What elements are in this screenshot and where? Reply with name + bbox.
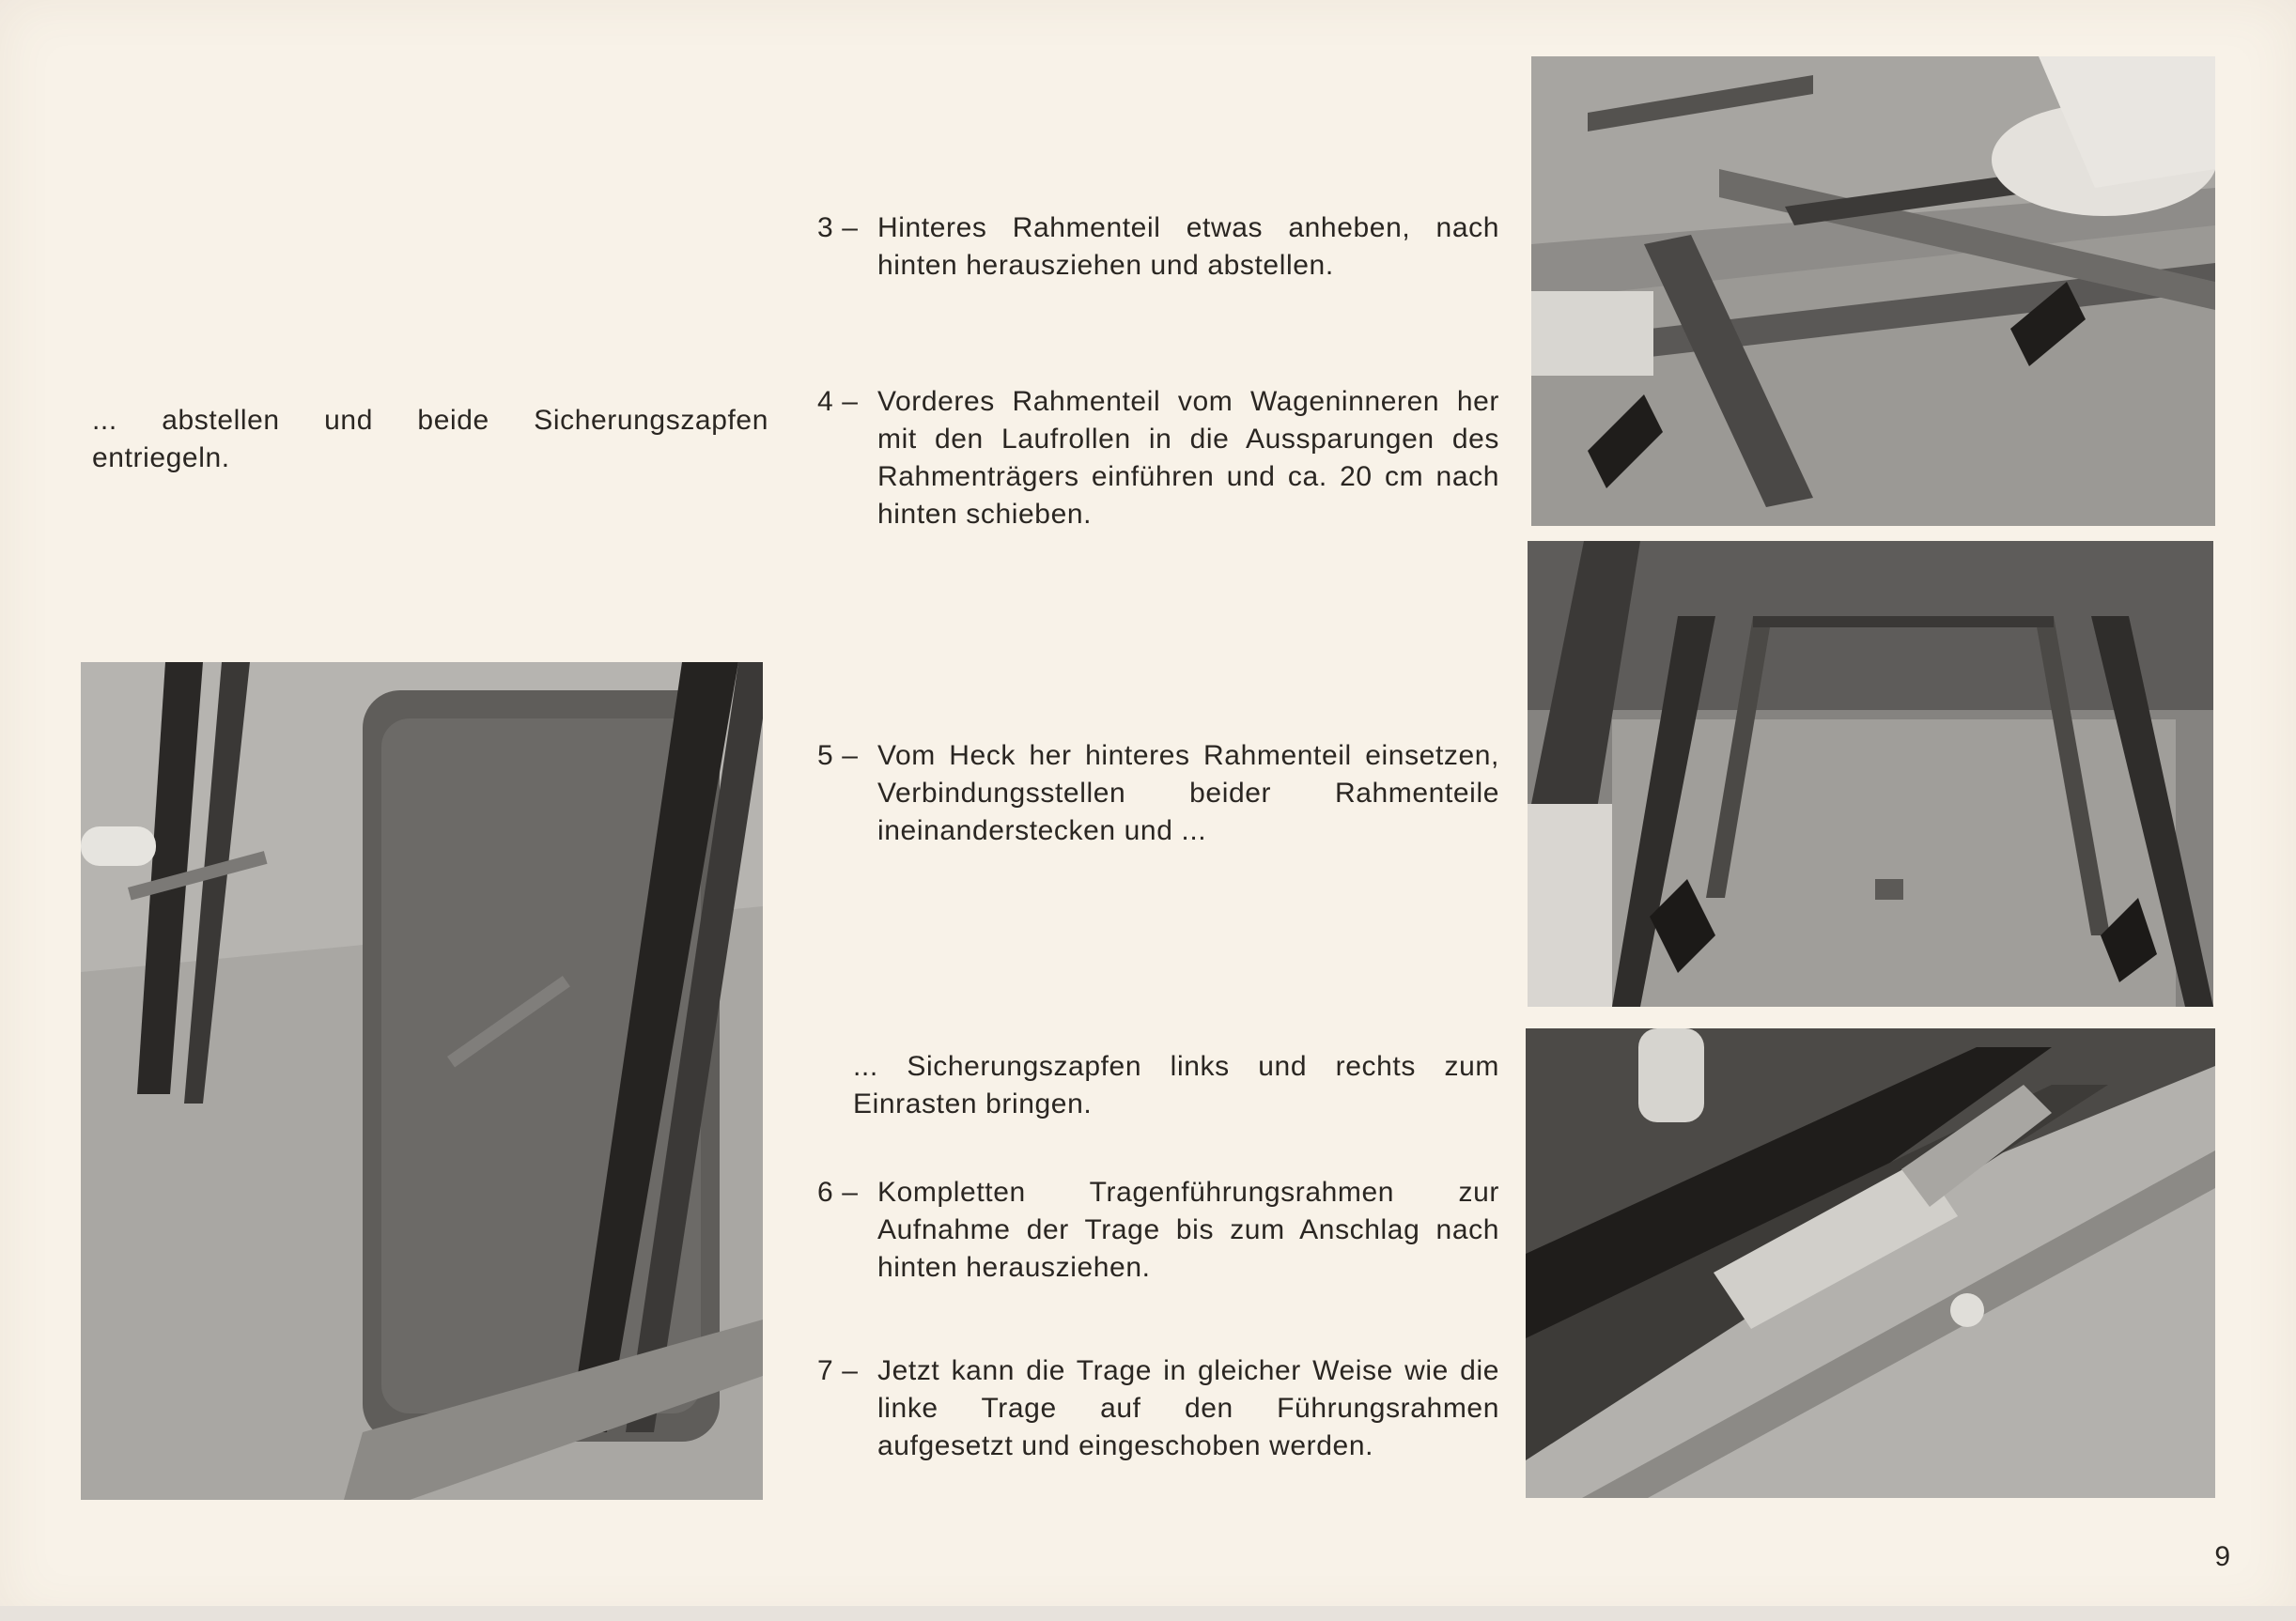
- step-number: 6 –: [817, 1177, 859, 1208]
- step-number: 5 –: [817, 740, 859, 771]
- step-3: [817, 209, 1499, 285]
- photo-locking-pin: [1526, 1028, 2215, 1498]
- step-5-continuation: [817, 1048, 1499, 1123]
- step-text: Vom Heck her hinteres Rahmenteil einsetzen, Verbindungsstellen beider Rahmenteile ineinanderstecken und ...: [877, 740, 1499, 846]
- left-caption: ... abstellen und beide Sicherungszapfen entriegeln.: [92, 405, 768, 473]
- step-6: [817, 1174, 1499, 1287]
- step-text: ... Sicherungszapfen links und rechts zum Einrasten bringen.: [853, 1051, 1499, 1119]
- step-5: [817, 737, 1499, 850]
- photo-frame-inserted: [1528, 541, 2213, 1007]
- photo-left-rails: [81, 662, 763, 1500]
- step-number: 3 –: [817, 212, 859, 243]
- step-7: [817, 1352, 1499, 1465]
- step-text: Hinteres Rahmenteil etwas anheben, nach hinten herausziehen und abstellen.: [877, 212, 1499, 281]
- step-text: Kompletten Tragenführungsrahmen zur Aufnahme der Trage bis zum Anschlag nach hinten herausziehen.: [877, 1177, 1499, 1283]
- step-text: Vorderes Rahmenteil vom Wageninneren her mit den Laufrollen in die Aussparungen des Rahmenträgers einführen und ca. 20 cm nach hinten schieben.: [877, 386, 1499, 530]
- page-number: 9: [2214, 1541, 2230, 1572]
- scan-edge: [0, 1606, 2296, 1621]
- step-4: [817, 383, 1499, 533]
- step-number: 7 –: [817, 1355, 859, 1386]
- step-number: 4 –: [817, 386, 859, 417]
- photo-lift-frame: [1531, 56, 2215, 526]
- step-text: Jetzt kann die Trage in gleicher Weise wie die linke Trage auf den Führungsrahmen aufgesetzt und eingeschoben werden.: [877, 1355, 1499, 1461]
